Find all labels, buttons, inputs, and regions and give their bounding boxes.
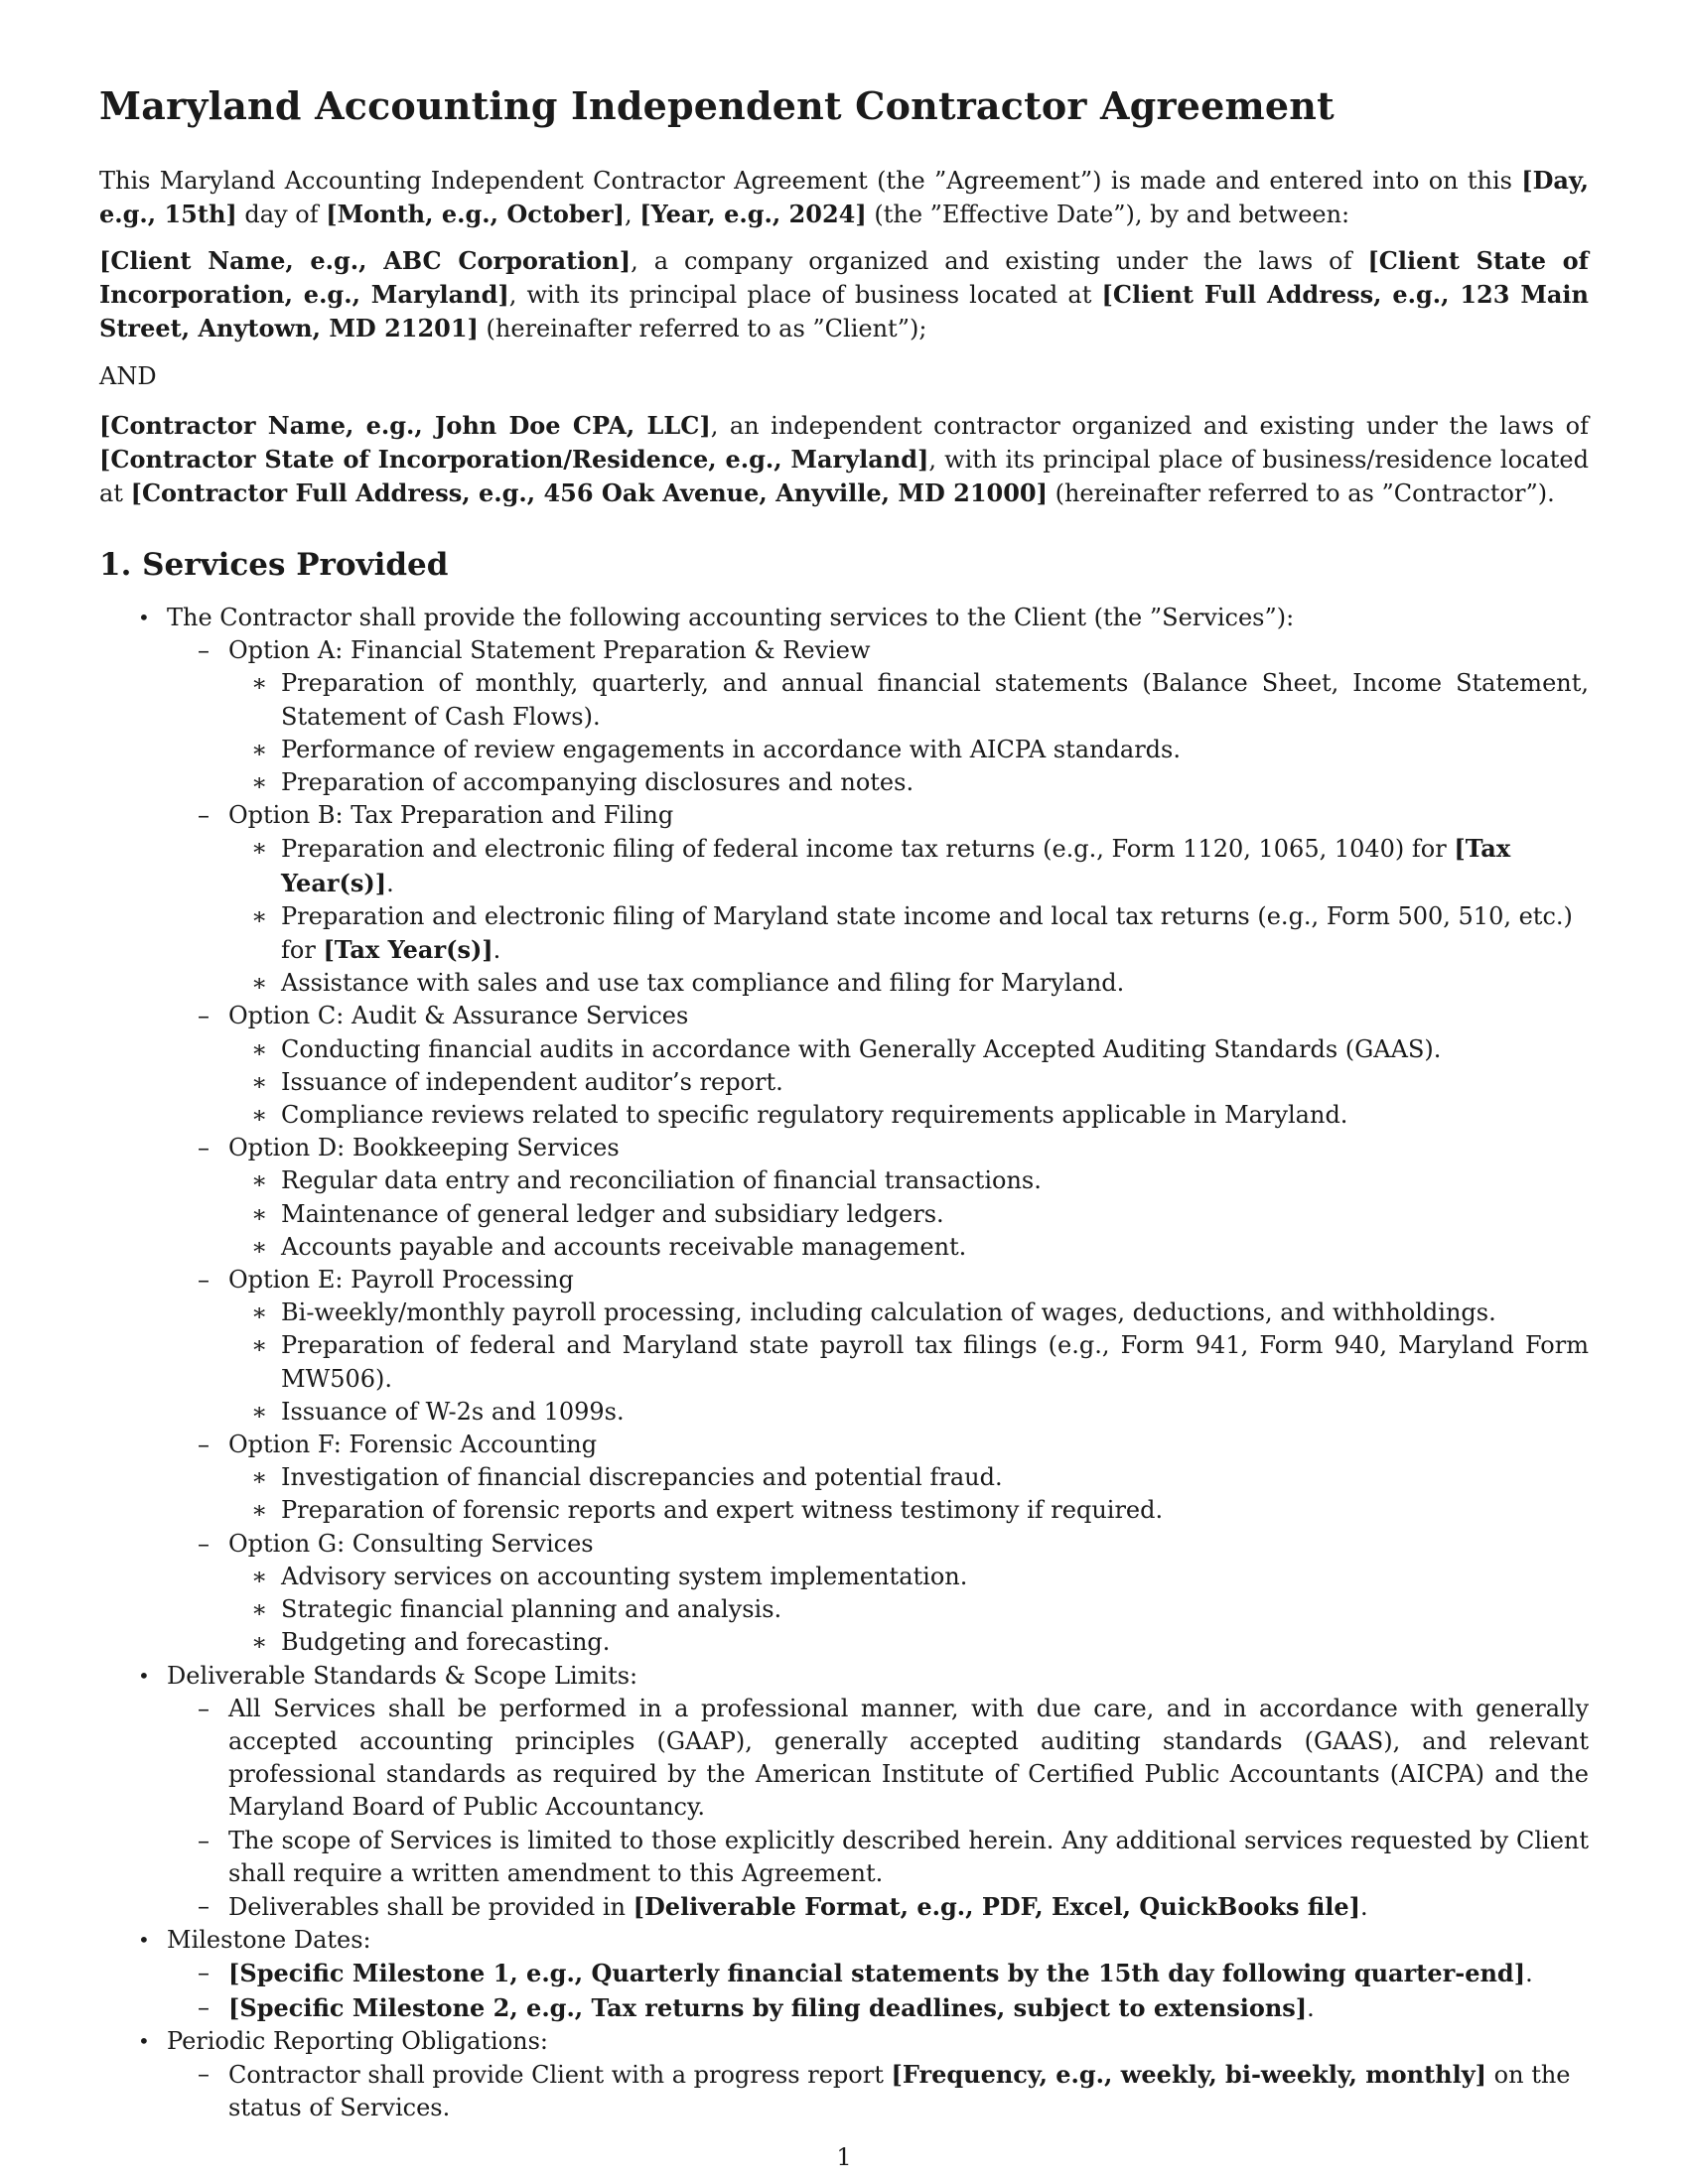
option-g: [99, 1528, 1589, 1561]
client-address-placeholder: [Client Full Address, e.g., 123 Main Street, Anytown, MD 21201]: [99, 280, 1589, 342]
contractor-name-placeholder: [Contractor Name, e.g., John Doe CPA, LLC]: [99, 411, 711, 440]
contractor-text: , with its principal place of business/residence located at: [99, 446, 1589, 507]
list-item-text: Preparation and electronic filing of Maryland state income and local tax returns (e.g., Form 500, 510, etc.) for: [281, 901, 1573, 965]
asterisk-icon: ∗: [251, 1101, 268, 1130]
list-item-text: Preparation of monthly, quarterly, and annual financial statements (Balance Sheet, Income Statement, Statement of Cash Flows).: [281, 669, 1589, 731]
option-b: [99, 799, 1589, 832]
and-text: AND: [99, 362, 157, 390]
dash-icon: –: [198, 1134, 210, 1162]
list-item: [99, 967, 1589, 1000]
list-item-text: Issuance of W-2s and 1099s.: [281, 1397, 625, 1426]
asterisk-icon: ∗: [251, 901, 268, 930]
list-item: – [Specific Milestone 1, e.g., Quarterly financial statements by the 15th day following quarter-end].: [99, 1957, 1589, 1990]
client-text: , a company organized and existing under the laws of: [631, 247, 1368, 275]
list-item: [99, 1825, 1589, 1890]
list-item-text: Milestone Dates:: [167, 1926, 371, 1955]
list-item-text: Compliance reviews related to specific regulatory requirements applicable in Maryland.: [281, 1101, 1348, 1130]
list-item: [99, 1164, 1589, 1197]
list-item-text: All Services shall be performed in a professional manner, with due care, and in accordance with generally accepted accounting principles (GAAP), generally accepted auditing standards (GAAS), and relevant professional standards as required by the American Institute of Certified Public Accountants (AICPA) and the Maryland Board of Public Accountancy.: [228, 1694, 1589, 1822]
list-item: [99, 1396, 1589, 1429]
asterisk-icon: ∗: [251, 1067, 268, 1096]
option-label: Option F: Forensic Accounting: [228, 1431, 598, 1459]
list-item-text: Regular data entry and reconciliation of financial transactions.: [281, 1166, 1042, 1195]
client-text: (hereinafter referred to as ”Client”);: [478, 315, 927, 342]
list-item-text: Deliverables shall be provided in: [228, 1892, 633, 1921]
intro-text: ,: [624, 201, 640, 228]
option-f: [99, 1429, 1589, 1461]
list-item: [99, 1593, 1589, 1626]
bullet-icon: •: [138, 1663, 150, 1688]
list-item-text: Accounts payable and accounts receivable management.: [281, 1232, 967, 1261]
asterisk-icon: ∗: [251, 1298, 268, 1327]
option-label: Option C: Audit & Assurance Services: [228, 1002, 689, 1030]
milestone-1-placeholder: [Specific Milestone 1, e.g., Quarterly financial statements by the 15th day following quarter-end]: [228, 1959, 1526, 1988]
list-item: [99, 1297, 1589, 1329]
services-list: [99, 602, 1589, 2124]
bullet-icon: •: [138, 1928, 150, 1953]
list-item: ∗ Preparation and electronic filing of federal income tax returns (e.g., Form 1120, 1065, 1040) for [Tax Year(s)].: [251, 834, 1511, 897]
list-item-text: Periodic Reporting Obligations:: [167, 2026, 548, 2055]
dash-icon: –: [198, 1002, 210, 1030]
list-item-text: Investigation of financial discrepancies and potential fraud.: [281, 1463, 1003, 1492]
list-item-text: Bi-weekly/monthly payroll processing, including calculation of wages, deductions, and withholdings.: [281, 1298, 1496, 1327]
dash-icon: –: [198, 801, 210, 830]
dash-icon: –: [198, 1891, 210, 1920]
dash-icon: –: [198, 1826, 210, 1854]
list-item-text: Conducting financial audits in accordance with Generally Accepted Auditing Standards (GAAS).: [281, 1034, 1442, 1063]
list-item-text: Preparation of forensic reports and expert witness testimony if required.: [281, 1496, 1164, 1525]
option-d: [99, 1132, 1589, 1164]
asterisk-icon: ∗: [251, 969, 268, 998]
dash-icon: –: [198, 1431, 210, 1459]
page-number: 1: [836, 2143, 852, 2171]
list-item: ∗ Preparation and electronic filing of Maryland state income and local tax returns (e.g., Form 500, 510, etc.) for [Tax Year(s)].: [251, 901, 1573, 965]
list-item: – [Specific Milestone 2, e.g., Tax returns by filing deadlines, subject to extensions].: [99, 1991, 1589, 2025]
list-item: [99, 1066, 1589, 1099]
asterisk-icon: ∗: [251, 735, 268, 763]
list-item-text: Preparation of federal and Maryland state payroll tax filings (e.g., Form 941, Form 940, Maryland Form MW506).: [281, 1331, 1589, 1393]
option-label: Option E: Payroll Processing: [228, 1266, 574, 1295]
frequency-placeholder: [Frequency, e.g., weekly, bi-weekly, monthly]: [891, 2059, 1487, 2089]
list-item: [99, 667, 1589, 733]
list-item: [99, 766, 1589, 799]
contractor-text: (hereinafter referred to as ”Contractor”).: [1047, 479, 1555, 507]
milestone-2-placeholder: [Specific Milestone 2, e.g., Tax returns by filing deadlines, subject to extensions]: [228, 1992, 1308, 2022]
dash-icon: –: [198, 1992, 210, 2021]
list-item-text: Budgeting and forecasting.: [281, 1628, 611, 1657]
list-item-text: Contractor shall provide Client with a progress report: [228, 2060, 892, 2089]
list-item: [99, 2025, 1589, 2058]
contractor-state-placeholder: [Contractor State of Incorporation/Residence, e.g., Maryland]: [99, 445, 929, 474]
list-item: [99, 734, 1589, 766]
list-item: [99, 1660, 1589, 1693]
client-paragraph: [99, 244, 1589, 345]
list-item: [99, 1924, 1589, 1957]
option-label: Option A: Financial Statement Preparation & Review: [228, 636, 871, 665]
asterisk-icon: ∗: [251, 1463, 268, 1492]
section-heading-services: 1. Services Provided: [99, 547, 449, 583]
list-item-text: on the status of Services.: [228, 2060, 1571, 2122]
list-item-text: Preparation and electronic filing of federal income tax returns (e.g., Form 1120, 1065, 1040) for: [281, 835, 1455, 864]
contractor-address-placeholder: [Contractor Full Address, e.g., 456 Oak Avenue, Anyville, MD 21000]: [130, 478, 1048, 507]
list-item: [99, 1329, 1589, 1395]
dash-icon: –: [198, 1959, 210, 1987]
list-item: [99, 1693, 1589, 1825]
dash-icon: –: [198, 636, 210, 665]
client-state-placeholder: [Client State of Incorporation, e.g., Maryland]: [99, 246, 1589, 309]
option-label: Option D: Bookkeeping Services: [228, 1134, 620, 1162]
asterisk-icon: ∗: [251, 1034, 268, 1063]
option-label: Option B: Tax Preparation and Filing: [228, 801, 674, 830]
dash-icon: –: [198, 1266, 210, 1295]
contractor-paragraph: [99, 409, 1589, 510]
option-e: [99, 1264, 1589, 1297]
intro-paragraph: [99, 164, 1589, 231]
list-item: – Deliverables shall be provided in [Deliverable Format, e.g., PDF, Excel, QuickBooks file].: [99, 1890, 1589, 1924]
dash-icon: –: [198, 2059, 210, 2088]
tax-year-placeholder: [Tax Year(s)]: [281, 834, 1511, 897]
dash-icon: –: [198, 1694, 210, 1722]
list-item: [99, 1231, 1589, 1264]
list-item-text: Performance of review engagements in accordance with AICPA standards.: [281, 735, 1181, 763]
list-item-text: Deliverable Standards & Scope Limits:: [167, 1661, 638, 1690]
asterisk-icon: ∗: [251, 1496, 268, 1525]
asterisk-icon: ∗: [251, 669, 268, 698]
list-item-text: Advisory services on accounting system implementation.: [281, 1562, 968, 1590]
deliverable-format-placeholder: [Deliverable Format, e.g., PDF, Excel, QuickBooks file]: [633, 1891, 1361, 1921]
list-item: [99, 1198, 1589, 1231]
intro-text: day of: [236, 201, 327, 228]
asterisk-icon: ∗: [251, 1397, 268, 1426]
asterisk-icon: ∗: [251, 1331, 268, 1360]
asterisk-icon: ∗: [251, 1595, 268, 1624]
intro-text: This Maryland Accounting Independent Contractor Agreement (the ”Agreement”) is made and entered into on this: [99, 167, 1522, 195]
year-placeholder: [Year, e.g., 2024]: [639, 200, 867, 228]
asterisk-icon: ∗: [251, 768, 268, 797]
list-item-text: Issuance of independent auditor’s report.: [281, 1067, 783, 1096]
asterisk-icon: ∗: [251, 834, 268, 863]
list-item: [99, 1494, 1589, 1527]
list-item-text: Maintenance of general ledger and subsidiary ledgers.: [281, 1199, 944, 1228]
bullet-icon: •: [138, 2028, 150, 2053]
list-item: [99, 1626, 1589, 1659]
asterisk-icon: ∗: [251, 1232, 268, 1261]
asterisk-icon: ∗: [251, 1562, 268, 1590]
option-c: [99, 1000, 1589, 1032]
list-item-text: The scope of Services is limited to those explicitly described herein. Any additional services requested by Client shall require a written amendment to this Agreement.: [228, 1826, 1589, 1887]
list-item: [99, 1033, 1589, 1066]
list-item: [99, 1099, 1589, 1132]
intro-text: (the ”Effective Date”), by and between:: [866, 201, 1350, 228]
bullet-icon: •: [138, 606, 150, 629]
option-a: [99, 634, 1589, 667]
dash-icon: –: [198, 1529, 210, 1558]
client-text: , with its principal place of business located at: [508, 281, 1102, 309]
tax-year-placeholder: [Tax Year(s)]: [323, 935, 493, 965]
day-placeholder: [Day, e.g., 15th]: [99, 166, 1589, 228]
list-item-text: Assistance with sales and use tax compliance and filing for Maryland.: [281, 969, 1125, 998]
list-item: [99, 1561, 1589, 1593]
list-item-text: Strategic financial planning and analysis.: [281, 1595, 782, 1624]
asterisk-icon: ∗: [251, 1199, 268, 1228]
document-title: Maryland Accounting Independent Contractor Agreement: [99, 83, 1335, 128]
option-label: Option G: Consulting Services: [228, 1529, 594, 1558]
asterisk-icon: ∗: [251, 1166, 268, 1195]
list-item: [99, 2058, 1589, 2124]
list-item: [99, 602, 1589, 634]
client-name-placeholder: [Client Name, e.g., ABC Corporation]: [99, 246, 632, 275]
list-item: [99, 1461, 1589, 1494]
list-item-text: Preparation of accompanying disclosures and notes.: [281, 768, 914, 797]
list-item-text: The Contractor shall provide the following accounting services to the Client (the ”Services”):: [167, 604, 1295, 631]
asterisk-icon: ∗: [251, 1628, 268, 1657]
contractor-text: , an independent contractor organized and existing under the laws of: [710, 412, 1589, 440]
month-placeholder: [Month, e.g., October]: [326, 200, 625, 228]
